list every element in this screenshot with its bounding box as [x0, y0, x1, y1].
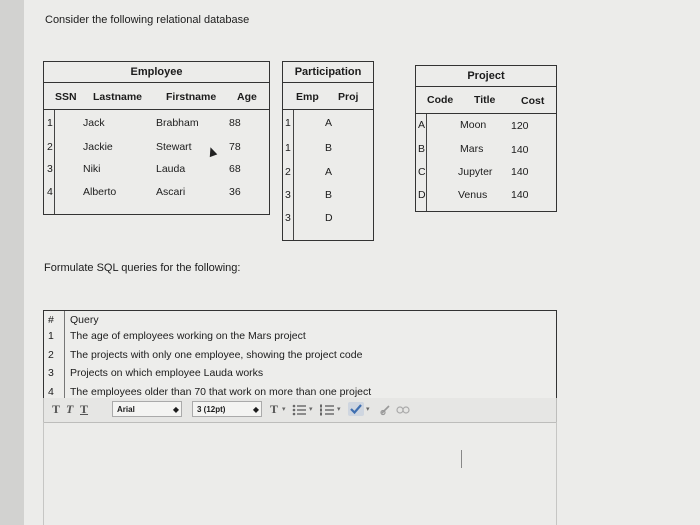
link-icon[interactable]	[380, 403, 392, 421]
intro-text: Consider the following relational database	[45, 14, 250, 26]
numbered-list-icon[interactable]	[320, 403, 334, 421]
chevron-down-icon: ◆	[252, 405, 259, 414]
employee-ssn: 3	[47, 163, 53, 175]
bullet-list-icon[interactable]	[292, 403, 306, 421]
employee-table	[43, 61, 270, 215]
spellcheck-icon[interactable]	[348, 402, 364, 421]
query-row	[44, 364, 556, 383]
left-shadow	[0, 0, 24, 525]
participation-proj: A	[325, 117, 333, 129]
query-number: 4	[48, 386, 54, 398]
answer-editor[interactable]	[43, 422, 557, 525]
project-cost: 120	[511, 120, 529, 132]
font-family-value: Arial	[117, 405, 135, 414]
participation-emp: 1	[285, 142, 291, 154]
project-cost: 140	[511, 144, 529, 156]
employee-age: 78	[229, 141, 241, 153]
employee-ssn: 1	[47, 117, 53, 129]
participation-title: Participation	[283, 62, 373, 83]
participation-proj: B	[325, 189, 333, 201]
employee-firstname: Stewart	[156, 141, 192, 153]
project-table	[415, 65, 557, 212]
text-color-button[interactable]: T	[270, 402, 279, 416]
project-data	[416, 114, 556, 211]
project-cost: 140	[511, 189, 529, 201]
employee-lastname: Niki	[83, 163, 101, 175]
query-text: The projects with only one employee, showing the project code	[70, 349, 363, 361]
participation-emp: 1	[285, 117, 291, 129]
instruction-text: Formulate SQL queries for the following:	[44, 262, 241, 274]
project-code: A	[418, 119, 426, 131]
underline-button[interactable]: T	[80, 402, 89, 416]
employee-header-lastname: Lastname	[93, 91, 143, 103]
participation-data	[283, 110, 373, 240]
employee-lastname: Jackie	[83, 141, 113, 153]
employee-ssn: 4	[47, 186, 53, 198]
employee-age: 68	[229, 163, 241, 175]
employee-firstname: Lauda	[156, 163, 186, 175]
bold-button[interactable]: T	[52, 402, 61, 416]
employee-title: Employee	[44, 62, 269, 83]
query-text: The employees older than 70 that work on more than one project	[70, 386, 372, 398]
participation-emp: 3	[285, 189, 291, 201]
employee-lastname: Jack	[83, 117, 105, 129]
employee-age: 36	[229, 186, 241, 198]
query-number: 1	[48, 330, 54, 342]
employee-ssn: 2	[47, 141, 53, 153]
dropdown-arrow-icon[interactable]: ▾	[309, 406, 313, 413]
query-row	[44, 327, 556, 346]
project-code: B	[418, 143, 426, 155]
project-cost: 140	[511, 166, 529, 178]
project-title-cell: Moon	[460, 119, 487, 131]
query-header-label: Query	[70, 314, 99, 326]
employee-header-row	[44, 83, 269, 110]
query-row	[44, 346, 556, 365]
project-header-cost: Cost	[521, 95, 545, 107]
unlink-icon[interactable]	[396, 403, 410, 421]
project-title: Project	[416, 66, 556, 87]
participation-emp: 2	[285, 166, 291, 178]
font-size-value: 3 (12pt)	[197, 405, 226, 414]
text-caret	[461, 450, 462, 468]
project-header-title: Title	[474, 94, 496, 106]
employee-header-age: Age	[237, 91, 257, 103]
project-title-cell: Mars	[460, 143, 484, 155]
participation-proj: B	[325, 142, 333, 154]
project-title-cell: Jupyter	[458, 166, 493, 178]
employee-lastname: Alberto	[83, 186, 117, 198]
participation-proj: D	[325, 212, 333, 224]
query-text: The age of employees working on the Mars project	[70, 330, 306, 342]
participation-header-row	[283, 83, 373, 110]
font-family-select[interactable]	[112, 401, 182, 417]
query-table[interactable]	[43, 310, 557, 400]
font-size-select[interactable]	[192, 401, 262, 417]
project-title-cell: Venus	[458, 189, 488, 201]
participation-proj: A	[325, 166, 333, 178]
chevron-down-icon: ◆	[172, 405, 179, 414]
query-number: 2	[48, 349, 54, 361]
project-code: D	[418, 189, 426, 201]
employee-header-firstname: Firstname	[166, 91, 217, 103]
employee-header-ssn: SSN	[55, 91, 77, 103]
dropdown-arrow-icon[interactable]: ▾	[366, 406, 370, 413]
project-header-code: Code	[427, 94, 454, 106]
employee-firstname: Ascari	[156, 186, 186, 198]
query-header-number: #	[48, 314, 54, 326]
query-text: Projects on which employee Lauda works	[70, 367, 264, 379]
participation-emp: 3	[285, 212, 291, 224]
employee-firstname: Brabham	[156, 117, 199, 129]
dropdown-arrow-icon[interactable]: ▾	[282, 406, 286, 413]
employee-data	[44, 110, 269, 214]
participation-table	[282, 61, 374, 241]
project-header-row	[416, 87, 556, 114]
editor-toolbar	[43, 398, 557, 423]
project-code: C	[418, 166, 426, 178]
participation-header-proj: Proj	[338, 91, 359, 103]
italic-button[interactable]: T	[66, 402, 74, 416]
query-number: 3	[48, 367, 54, 379]
employee-age: 88	[229, 117, 241, 129]
dropdown-arrow-icon[interactable]: ▾	[337, 406, 341, 413]
participation-header-emp: Emp	[296, 91, 319, 103]
